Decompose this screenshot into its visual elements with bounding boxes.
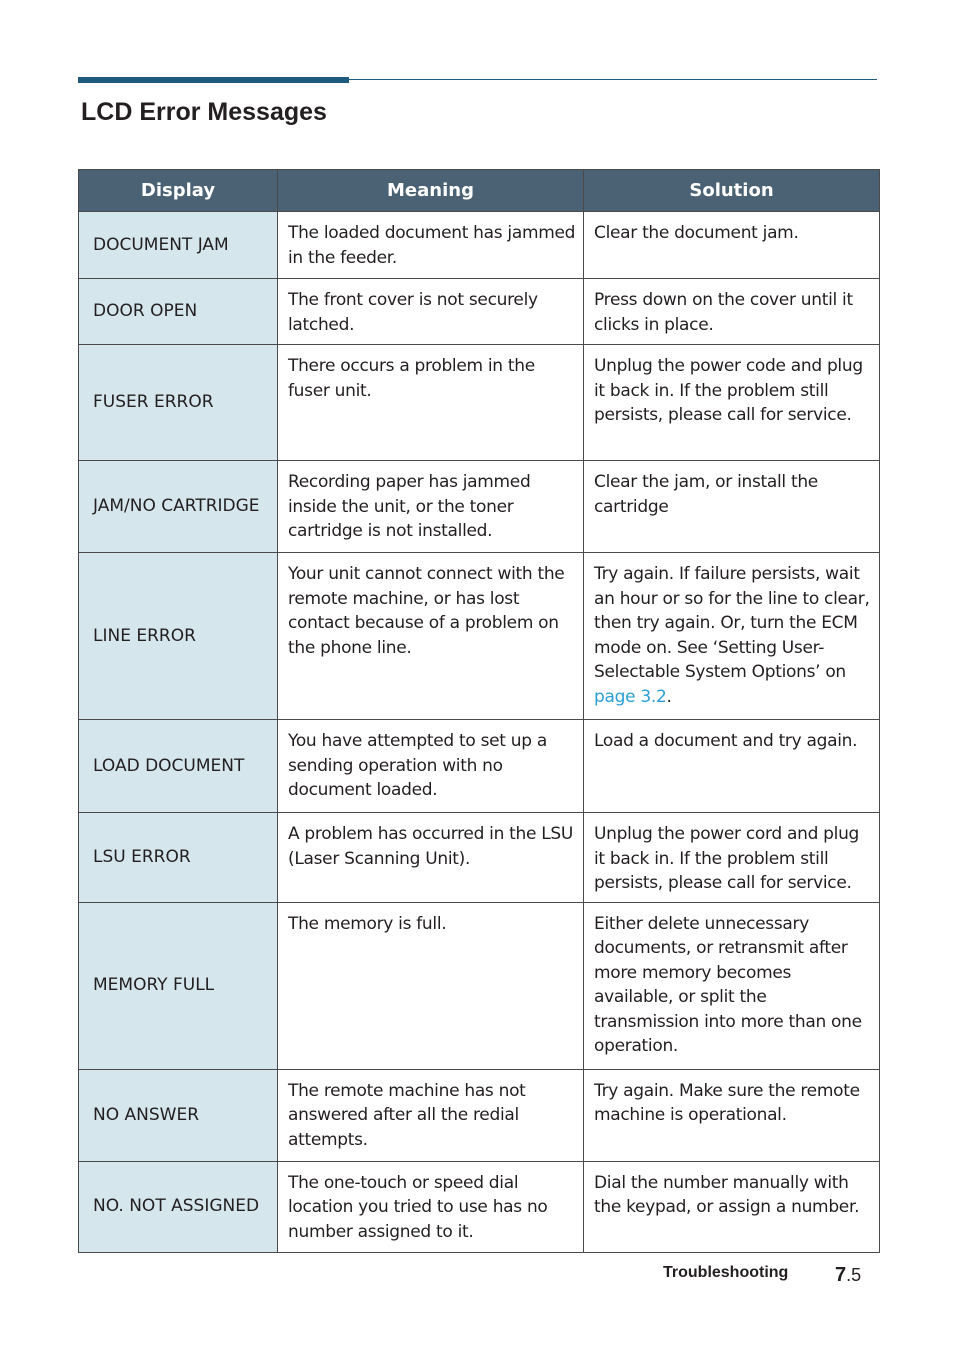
table-row: [79, 1069, 880, 1161]
meaning-cell: The remote machine has not answered after all the redial attempts.: [278, 1069, 584, 1161]
display-cell: DOCUMENT JAM: [79, 212, 278, 279]
table-row: [79, 553, 880, 720]
solution-cell: Unplug the power code and plug it back in. If the problem still persists, please call for service.: [584, 345, 880, 461]
display-cell: LSU ERROR: [79, 813, 278, 903]
table-row: [79, 345, 880, 461]
solution-cell: Press down on the cover until it clicks in place.: [584, 279, 880, 345]
meaning-cell: The front cover is not securely latched.: [278, 279, 584, 345]
footer-chapter: 7: [835, 1264, 847, 1286]
solution-tail: .: [666, 686, 672, 707]
table-row: [79, 461, 880, 553]
display-cell: JAM/NO CARTRIDGE: [79, 461, 278, 553]
meaning-cell: A problem has occurred in the LSU (Laser Scanning Unit).: [278, 813, 584, 903]
solution-text: Try again. If failure persists, wait an hour or so for the line to clear, then try again. Or, turn the ECM mode on. See ‘Setting User-Selectable System Options’ on: [594, 564, 870, 682]
solution-cell: Either delete unnecessary documents, or retransmit after more memory becomes available, or split the transmission into more than one operation.: [584, 902, 880, 1069]
meaning-cell: Recording paper has jammed inside the unit, or the toner cartridge is not installed.: [278, 461, 584, 553]
table-row: [79, 813, 880, 903]
meaning-cell: The loaded document has jammed in the feeder.: [278, 212, 584, 279]
header-rule-thick: [78, 77, 349, 83]
table-row: [79, 279, 880, 345]
meaning-cell: You have attempted to set up a sending operation with no document loaded.: [278, 720, 584, 813]
meaning-cell: The one-touch or speed dial location you tried to use has no number assigned to it.: [278, 1161, 584, 1252]
display-cell: LINE ERROR: [79, 553, 278, 720]
footer-section-label: Troubleshooting: [663, 1264, 789, 1281]
solution-cell: Unplug the power cord and plug it back in. If the problem still persists, please call for service.: [584, 813, 880, 903]
table-row: [79, 720, 880, 813]
column-header-meaning: Meaning: [278, 170, 584, 212]
display-cell: NO ANSWER: [79, 1069, 278, 1161]
page-title: LCD Error Messages: [81, 98, 327, 126]
header-rule-thin: [349, 79, 877, 80]
solution-cell: Load a document and try again.: [584, 720, 880, 813]
solution-cell: Clear the jam, or install the cartridge: [584, 461, 880, 553]
table-row: [79, 212, 880, 279]
meaning-cell: The memory is full.: [278, 902, 584, 1069]
error-messages-table: [78, 169, 880, 1253]
table-row: [79, 902, 880, 1069]
solution-cell: Try again. Make sure the remote machine is operational.: [584, 1069, 880, 1161]
column-header-solution: Solution: [584, 170, 880, 212]
table-header-row: [79, 170, 880, 212]
footer-page-number: [835, 1264, 861, 1287]
solution-cell: Clear the document jam.: [584, 212, 880, 279]
display-cell: MEMORY FULL: [79, 902, 278, 1069]
table-row: [79, 1161, 880, 1252]
meaning-cell: There occurs a problem in the fuser unit.: [278, 345, 584, 461]
display-cell: NO. NOT ASSIGNED: [79, 1161, 278, 1252]
footer-page: .5: [846, 1265, 862, 1285]
meaning-cell: Your unit cannot connect with the remote machine, or has lost contact because of a problem on the phone line.: [278, 553, 584, 720]
display-cell: FUSER ERROR: [79, 345, 278, 461]
display-cell: DOOR OPEN: [79, 279, 278, 345]
solution-cell: Dial the number manually with the keypad, or assign a number.: [584, 1161, 880, 1252]
column-header-display: Display: [79, 170, 278, 212]
display-cell: LOAD DOCUMENT: [79, 720, 278, 813]
page-reference-link[interactable]: page 3.2: [594, 686, 667, 707]
solution-cell: [584, 553, 880, 720]
